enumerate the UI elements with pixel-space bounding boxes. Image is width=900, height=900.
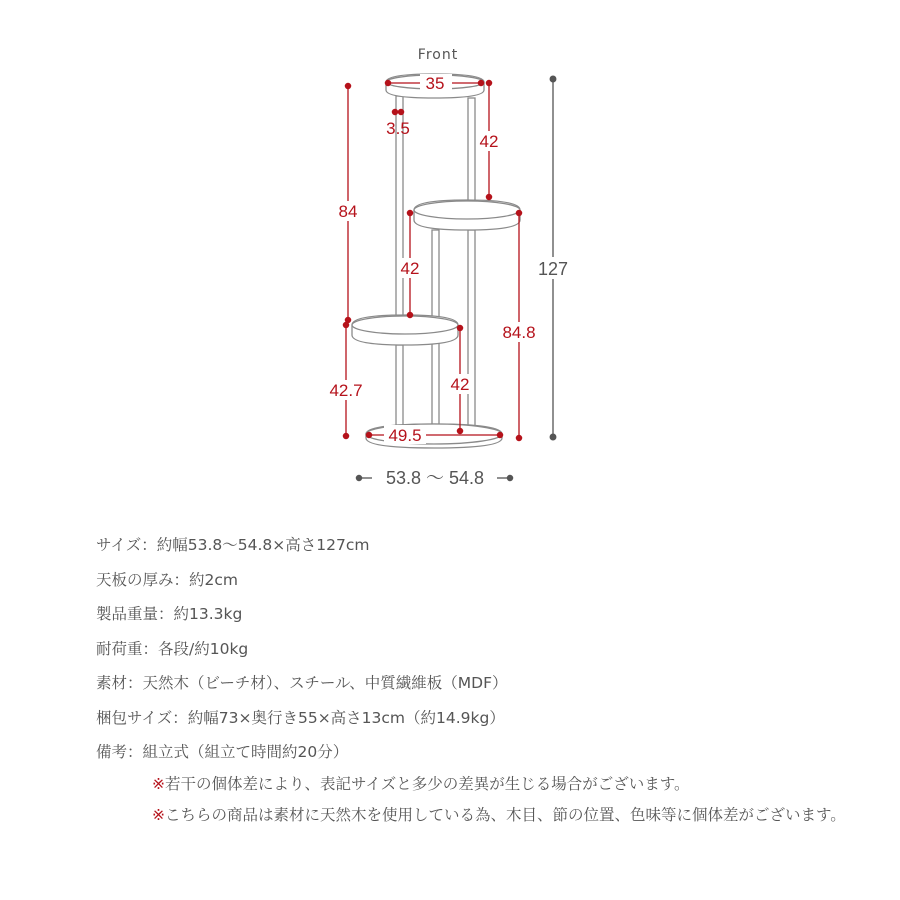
dim-right-shelf-height: 84.8 [502, 323, 536, 342]
note-item [152, 770, 852, 798]
pole-left-lower [396, 345, 403, 425]
dim-lower-shelf-height: 42.7 [329, 381, 363, 400]
dim-overall-width: 53.8 〜 54.8 [385, 468, 485, 488]
dim-pole-diameter: 3.5 [386, 119, 410, 138]
note-text: 若干の個体差により、表記サイズと多少の差異が生じる場合がございます。 [165, 775, 690, 793]
dim-base-width: 49.5 [388, 426, 422, 445]
view-label: Front [417, 47, 459, 63]
note-mark: ※ [152, 775, 165, 793]
note-item [152, 801, 852, 829]
pole-right-mid [468, 230, 475, 430]
dim-top-width: 35 [425, 74, 445, 93]
note-text: こちらの商品は素材に天然木を使用している為、木目、節の位置、色味等に個体差がございます。 [165, 806, 846, 824]
spec-size: サイズ：約幅53.8〜54.8×高さ127cm [96, 536, 370, 554]
dim-middle-gap: 42 [400, 259, 420, 278]
spec-package-size: 梱包サイズ：約幅73×奥行き55×高さ13cm（約14.9kg） [96, 708, 505, 727]
pole-right-top [468, 98, 475, 204]
spec-weight: 製品重量：約13.3kg [96, 605, 243, 623]
dim-top-gap: 42 [479, 132, 499, 151]
dim-total-height: 127 [537, 259, 569, 279]
spec-material: 素材：天然木（ビーチ材）、スチール、中質繊維板（MDF） [96, 674, 508, 692]
dim-bottom-gap: 42 [450, 375, 470, 394]
spec-load-capacity: 耐荷重：各段/約10kg [96, 639, 249, 658]
spec-list [96, 528, 876, 770]
spec-remarks: 備考：組立式（組立て時間約20分） [96, 743, 349, 761]
notes [152, 770, 852, 832]
note-mark: ※ [152, 806, 165, 824]
dim-left-pole-height: 84 [338, 202, 358, 221]
spec-top-thickness: 天板の厚み：約2cm [96, 570, 238, 589]
stand-outline [352, 74, 520, 448]
